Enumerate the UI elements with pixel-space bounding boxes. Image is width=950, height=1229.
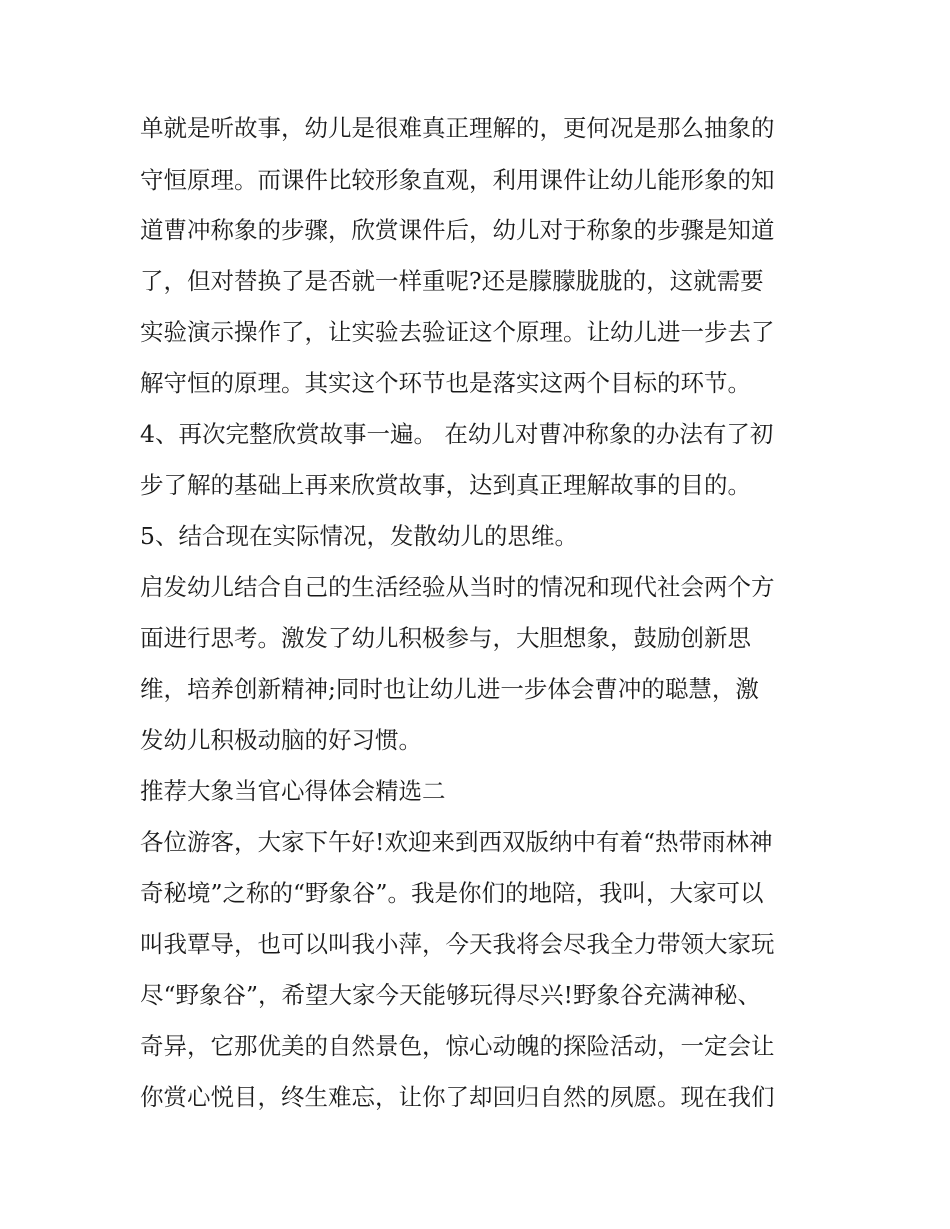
text-line: 启发幼儿结合自己的生活经验从当时的情况和现代社会两个方 <box>140 573 775 601</box>
text-line: 单就是听故事，幼儿是很难真正理解的，更何况是那么抽象的 <box>140 114 775 142</box>
text-line: 维，培养创新精神;同时也让幼儿进一步体会曹冲的聪慧，激 <box>140 675 759 703</box>
text-line: 发幼儿积极动脑的好习惯。 <box>140 726 422 754</box>
text-line: 面进行思考。激发了幼儿积极参与，大胆想象，鼓励创新思 <box>140 624 751 652</box>
text-line: 奇秘境”之称的“野象谷”。我是你们的地陪，我叫，大家可以 <box>140 879 764 907</box>
text-line: 实验演示操作了，让实验去验证这个原理。让幼儿进一步去了 <box>140 318 775 346</box>
text-line: 你赏心悦目，终生难忘，让你了却回归自然的夙愿。现在我们 <box>140 1083 775 1111</box>
text-line: 了，但对替换了是否就一样重呢?还是朦朦胧胧的，这就需要 <box>140 267 764 295</box>
text-line: 道曹冲称象的步骤，欣赏课件后，幼儿对于称象的步骤是知道 <box>140 216 775 244</box>
text-line: 步了解的基础上再来欣赏故事，达到真正理解故事的目的。 <box>140 471 751 499</box>
list-item-4: 4、再次完整欣赏故事一遍。 在幼儿对曹冲称象的办法有了初 <box>140 420 774 448</box>
section-heading: 推荐大象当官心得体会精选二 <box>140 777 446 805</box>
text-line: 守恒原理。而课件比较形象直观，利用课件让幼儿能形象的知 <box>140 166 775 194</box>
text-line: 各位游客，大家下午好!欢迎来到西双版纳中有着“热带雨林神 <box>140 828 773 856</box>
text-line: 叫我覃导，也可以叫我小萍，今天我将会尽我全力带领大家玩 <box>140 930 775 958</box>
text-line: 尽“野象谷”，希望大家今天能够玩得尽兴!野象谷充满神秘、 <box>140 981 761 1009</box>
text-line: 奇异，它那优美的自然景色，惊心动魄的探险活动，一定会让 <box>140 1032 775 1060</box>
list-item-5: 5、结合现在实际情况，发散幼儿的思维。 <box>140 522 578 550</box>
text-line: 解守恒的原理。其实这个环节也是落实这两个目标的环节。 <box>140 369 751 397</box>
